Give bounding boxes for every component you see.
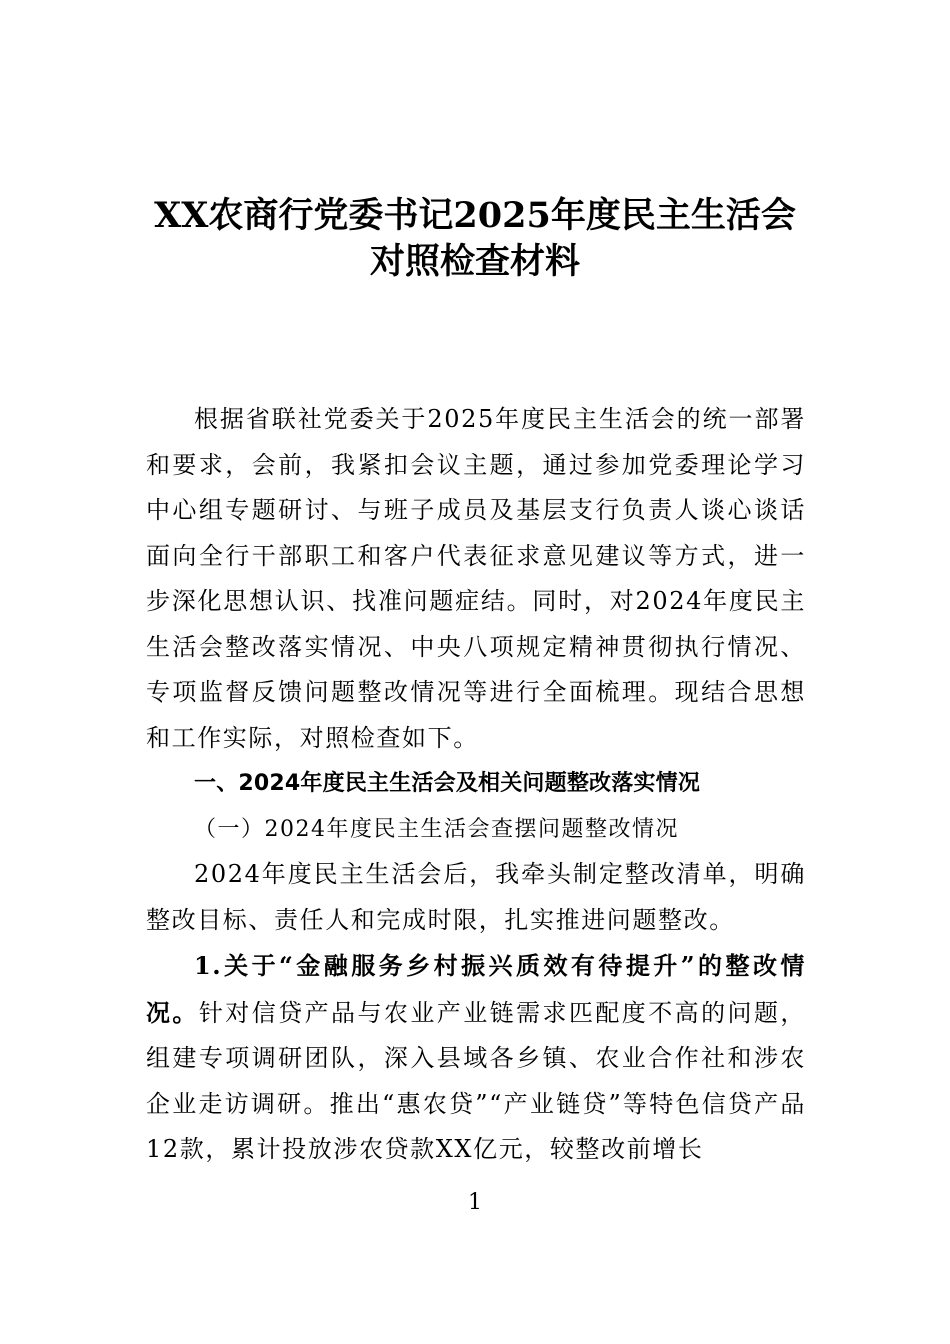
document-body xyxy=(146,397,806,1173)
section-heading-1: 一、2024年度民主生活会及相关问题整改落实情况 xyxy=(194,771,701,796)
item-1-body: 针对信贷产品与农业产业链需求匹配度不高的问题，组建专项调研团队，深入县域各乡镇、农业合作社和涉农企业走访调研。推出“惠农贷”“产业链贷”等特色信贷产品12款，累计投放涉农贷款XX亿元，较整改前增长 xyxy=(146,998,806,1163)
document-title-line-1: XX农商行党委书记2025年度民主生活会 xyxy=(154,195,796,236)
item-1-paragraph xyxy=(146,943,806,1173)
item-1-lead: 1.关于“金融服务乡村振兴质效有待提升”的整改情况。 xyxy=(146,951,806,1027)
intro-paragraph: 根据省联社党委关于2025年度民主生活会的统一部署和要求，会前，我紧扣会议主题，通过参加党委理论学习中心组专题研讨、与班子成员及基层支行负责人谈心谈话面向全行干部职工和客户代表征求意见建议等方式，进一步深化思想认识、找准问题症结。同时，对2024年度民主生活会整改落实情况、中央八项规定精神贯彻执行情况、专项监督反馈问题整改情况等进行全面梳理。现结合思想和工作实际，对照检查如下。 xyxy=(146,405,806,752)
subsection-heading-1: （一）2024年度民主生活会查摆问题整改情况 xyxy=(194,816,679,842)
page-number: 1 xyxy=(468,1190,482,1215)
document-title-line-2: 对照检查材料 xyxy=(369,241,580,282)
rectification-paragraph: 2024年度民主生活会后，我牵头制定整改清单，明确整改目标、责任人和完成时限，扎实推进问题整改。 xyxy=(146,860,806,934)
